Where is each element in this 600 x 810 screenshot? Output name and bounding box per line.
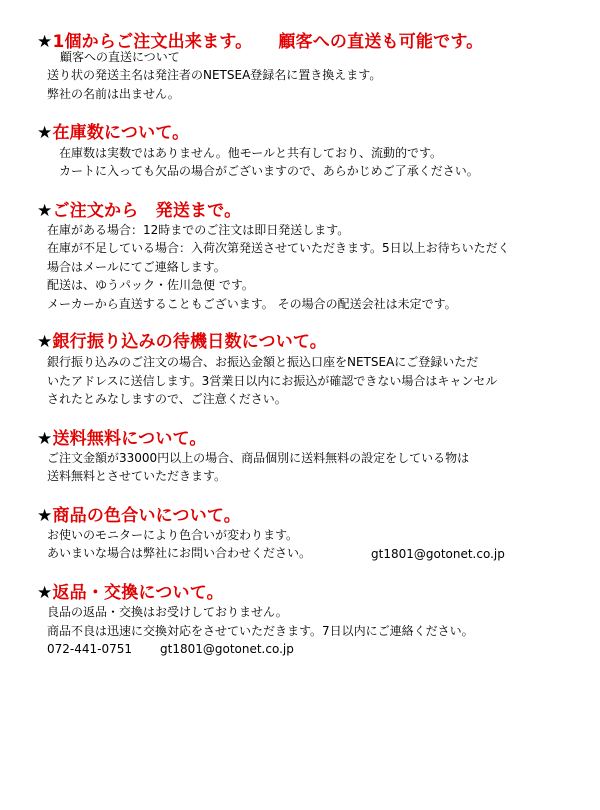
section-heading	[37, 582, 224, 604]
heading-text: 1個からご注文出来ます。	[52, 32, 253, 52]
body-line: お使いのモニターにより色合いが変わります。	[47, 528, 299, 542]
body-line: 配送は、ゆうパック・佐川急便 です。	[47, 278, 254, 292]
star-icon: ★	[37, 123, 53, 143]
star-icon: ★	[37, 332, 53, 352]
body-line: されたとみなしますので、ご注意ください。	[47, 392, 287, 406]
section-heading	[37, 200, 241, 222]
body-line: いたアドレスに送信します。3営業日以内にお振込が確認できない場合はキャンセル	[47, 374, 498, 388]
section-heading	[37, 428, 207, 450]
section-heading	[37, 505, 241, 527]
body-line: ご注文金額が33000円以上の場合、商品個別に送料無料の設定をしている物は	[47, 451, 470, 465]
star-icon: ★	[37, 506, 53, 526]
body-line: 商品不良は迅速に交換対応をさせていただきます。7日以内にご連絡ください。	[47, 624, 474, 638]
heading-text-secondary: 顧客への直送も可能です。	[278, 32, 484, 52]
body-line: 顧客への直送について	[60, 50, 180, 64]
heading-text: 返品・交換について。	[52, 583, 224, 603]
heading-text: 送料無料について。	[52, 429, 207, 449]
section-heading	[37, 331, 327, 353]
heading-text: ご注文から 発送まで。	[52, 201, 242, 221]
body-line: 在庫が不足している場合：入荷次第発送させていただきます。5日以上お待ちいただく	[47, 241, 510, 255]
body-line: カートに入っても欠品の場合がございますので、あらかじめご了承ください。	[59, 164, 479, 178]
contact-email: gt1801@gotonet.co.jp	[371, 547, 505, 561]
heading-text: 銀行振り込みの待機日数について。	[52, 332, 327, 352]
body-line: 弊社の名前は出ません。	[47, 87, 180, 101]
body-line: 送料無料とさせていただきます。	[47, 469, 227, 483]
body-line: メーカーから直送することもございます。 その場合の配送会社は未定です。	[47, 297, 457, 311]
star-icon: ★	[37, 429, 53, 449]
body-line: 場合はメールにてご連絡します。	[47, 260, 226, 274]
body-line: 良品の返品・交換はお受けしておりません。	[47, 605, 288, 619]
star-icon: ★	[37, 32, 53, 52]
body-line: あいまいな場合は弊社にお問い合わせください。	[47, 546, 312, 560]
contact-phone: 072-441-0751	[47, 642, 133, 656]
heading-text: 在庫数について。	[52, 123, 190, 143]
star-icon: ★	[37, 583, 53, 603]
body-line: 銀行振り込みのご注文の場合、お振込金額と振込口座をNETSEAにご登録いただ	[47, 355, 479, 369]
body-line: 在庫数は実数ではありません。他モールと共有しており、流動的です。	[59, 146, 443, 160]
contact-email: gt1801@gotonet.co.jp	[160, 642, 294, 656]
heading-text: 商品の色合いについて。	[52, 506, 241, 526]
body-line: 送り状の発送主名は発注者のNETSEA登録名に置き換えます。	[47, 68, 382, 82]
section-heading	[37, 122, 189, 144]
star-icon: ★	[37, 201, 53, 221]
body-line: 在庫がある場合：12時までのご注文は即日発送します。	[47, 223, 350, 237]
